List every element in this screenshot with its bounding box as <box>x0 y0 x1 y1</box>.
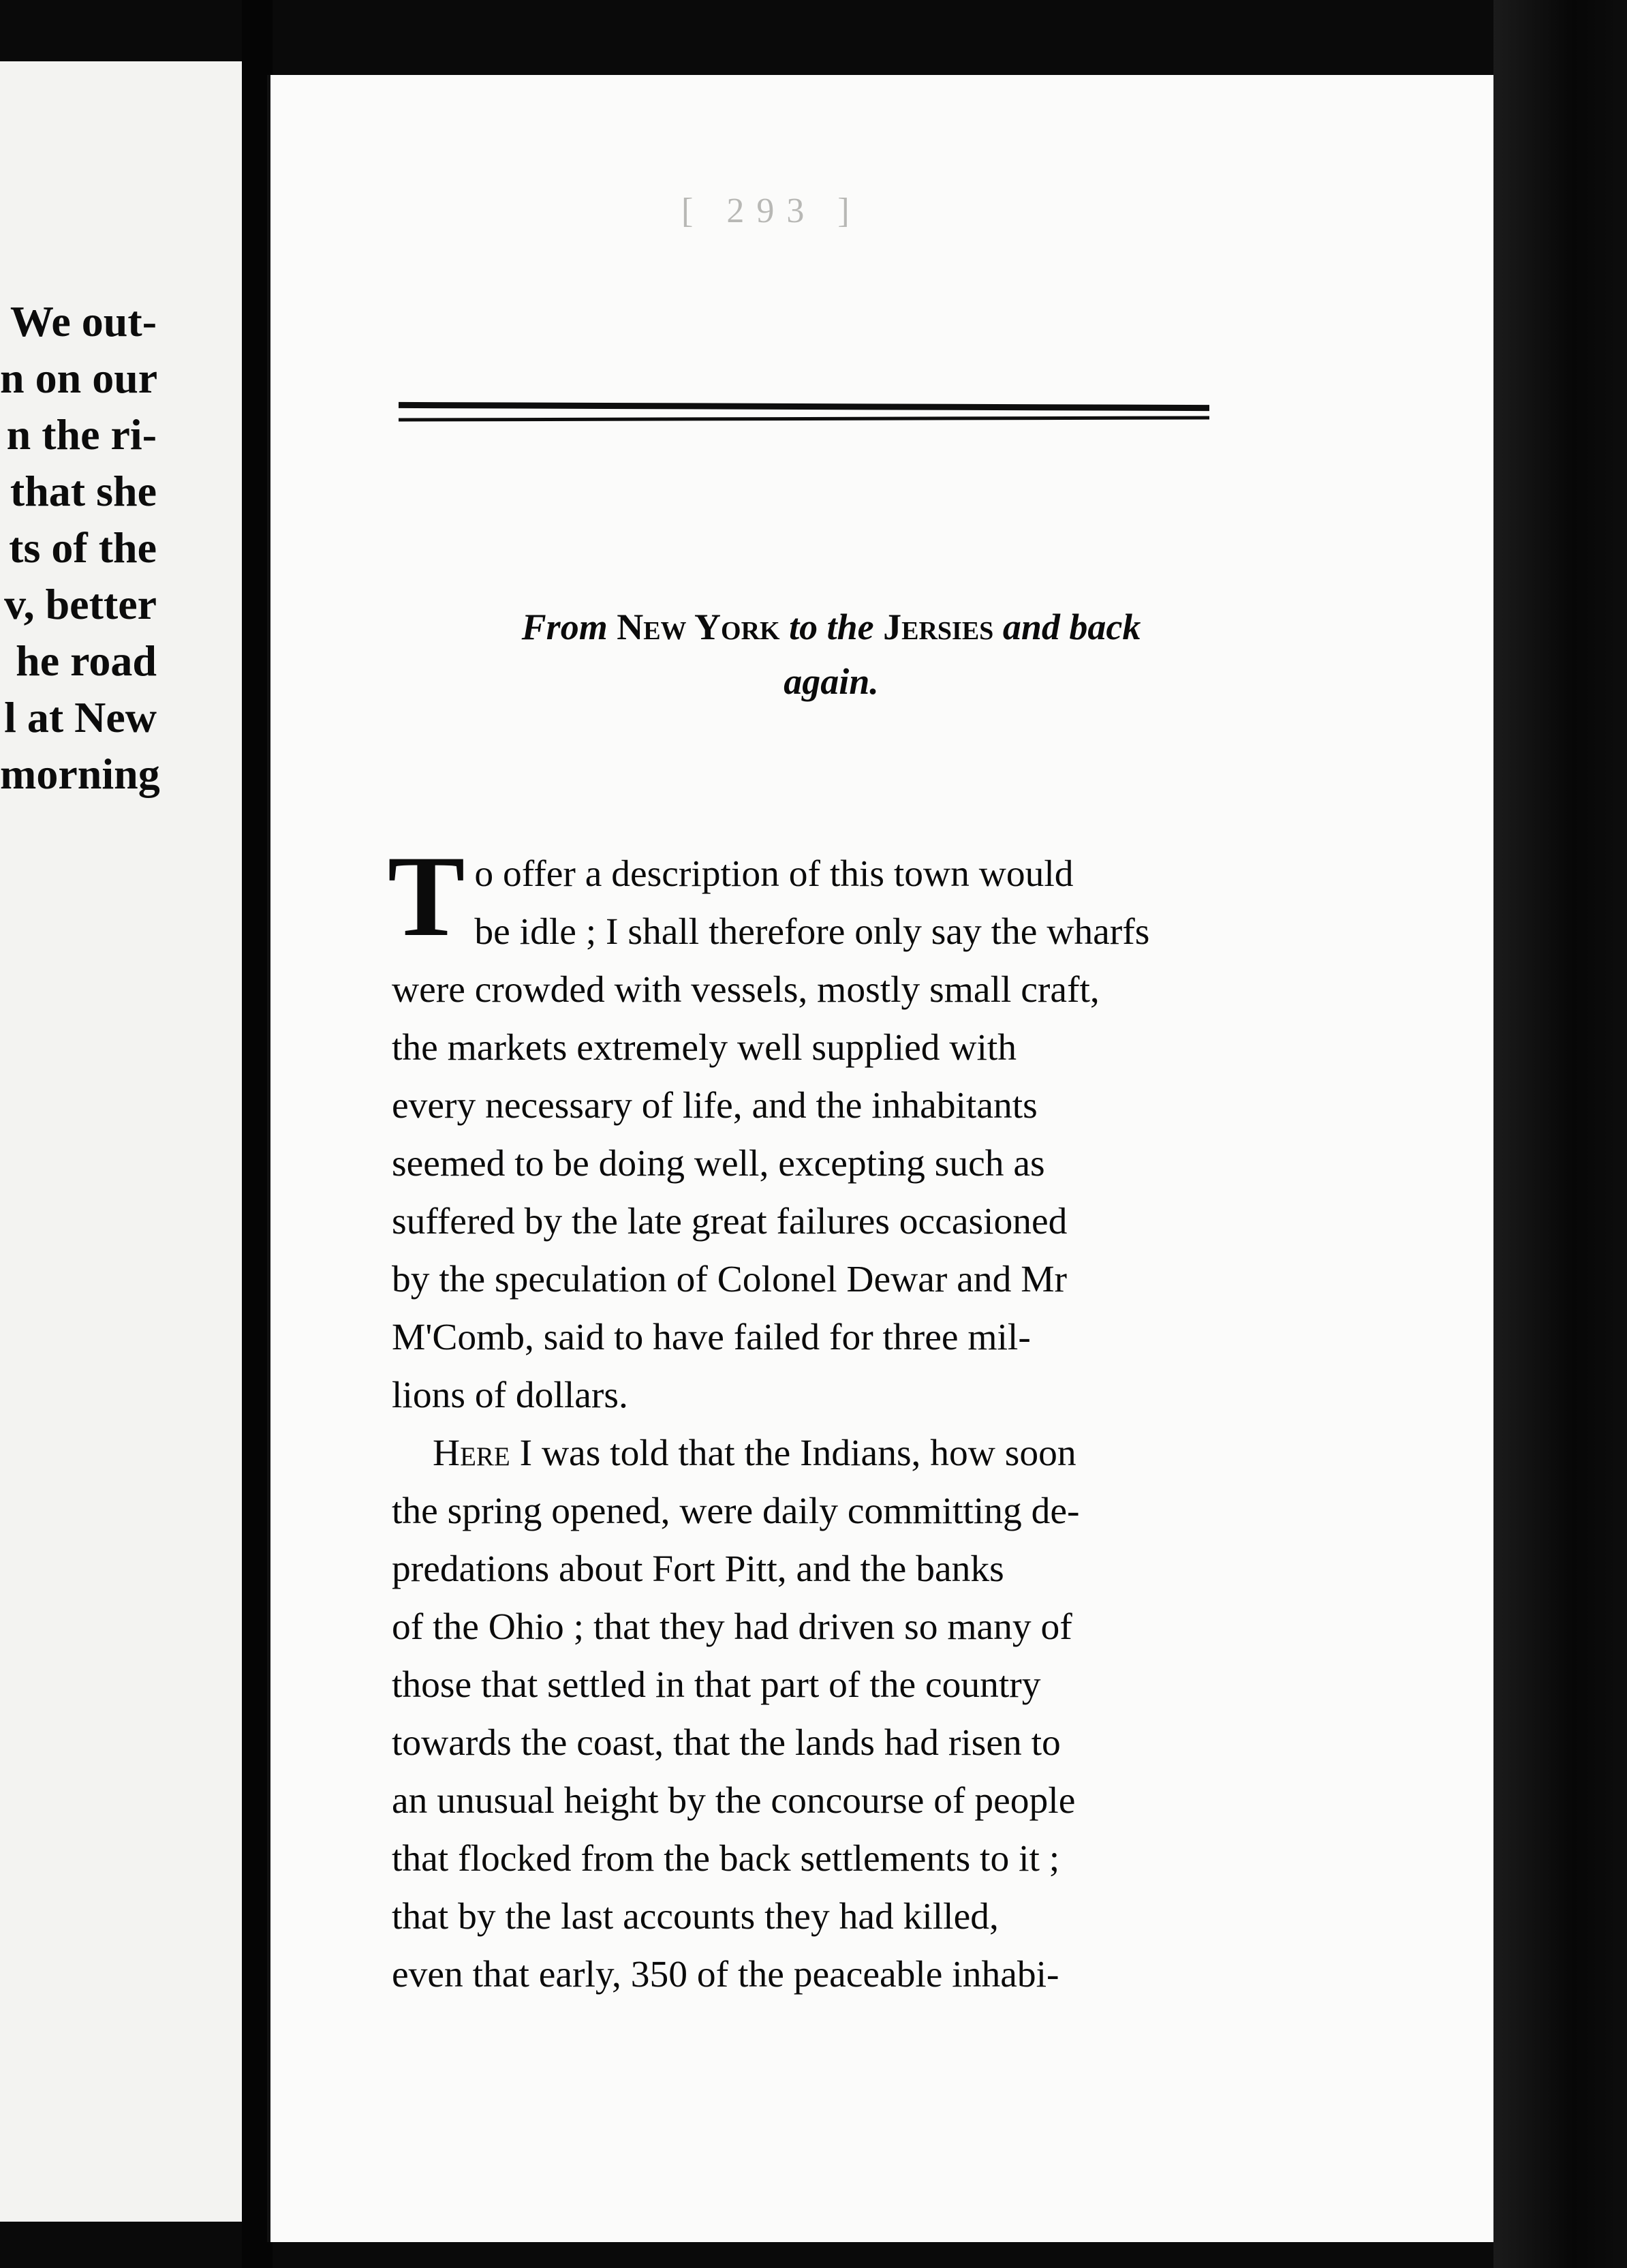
title-word: to the <box>789 607 874 647</box>
text-span: even that early, 350 of the peaceable inhabi- <box>392 1954 1059 1995</box>
text-span: by the speculation of Colonel Dewar and Mr <box>392 1259 1068 1300</box>
paragraph-2 <box>392 1424 1277 2004</box>
paragraph-1 <box>388 832 1277 1424</box>
text-line <box>392 1193 1277 1251</box>
title-place: Jersies <box>883 607 994 647</box>
text-span: M'Comb, said to have failed for three mil- <box>392 1317 1031 1358</box>
title-word: From <box>521 607 608 647</box>
text-line <box>392 1424 1277 1482</box>
left-line: n the ri- <box>6 410 157 459</box>
text-line <box>474 845 1277 903</box>
left-line: he road <box>16 637 157 685</box>
text-span: seemed to be doing well, excepting such as <box>392 1143 1045 1184</box>
title-place: New York <box>617 607 780 647</box>
text-span: be idle ; I shall therefore only say the wharfs <box>474 911 1150 953</box>
text-line <box>392 1772 1277 1830</box>
text-line <box>392 1482 1277 1540</box>
text-span: the spring opened, were daily committing de- <box>392 1490 1080 1532</box>
text-line <box>392 1135 1277 1193</box>
left-line: v, better <box>4 580 157 628</box>
drop-cap: T <box>388 832 465 960</box>
text-span: o offer a description of this town would <box>474 853 1074 895</box>
text-line <box>392 1308 1277 1366</box>
text-span: the markets extremely well supplied with <box>392 1027 1017 1069</box>
text-line <box>392 1251 1277 1308</box>
left-line: n on our <box>0 354 158 402</box>
text-span: lions of dollars. <box>392 1375 628 1416</box>
left-line: morning <box>0 750 160 798</box>
text-span: of the Ohio ; that they had driven so many of <box>392 1606 1072 1648</box>
text-span: predations about Fort Pitt, and the banks <box>392 1548 1004 1590</box>
page-number: [ 293 ] <box>681 191 862 230</box>
text-line <box>392 961 1277 1019</box>
text-span: towards the coast, that the lands had risen to <box>392 1722 1061 1764</box>
text-line <box>392 1019 1277 1077</box>
left-line: l at New <box>4 693 157 741</box>
left-line: ts of the <box>9 523 157 572</box>
text-span: an unusual height by the concourse of people <box>392 1780 1076 1822</box>
left-line: that she <box>10 467 157 515</box>
text-span: that flocked from the back settlements to it ; <box>392 1838 1060 1880</box>
text-line <box>392 1077 1277 1135</box>
text-line <box>392 1946 1277 2004</box>
body-text <box>388 832 1277 2004</box>
text-span: every necessary of life, and the inhabitants <box>392 1085 1038 1127</box>
text-span: I was told that the Indians, how soon <box>519 1432 1076 1474</box>
text-span: were crowded with vessels, mostly small craft, <box>392 969 1100 1011</box>
text-span: those that settled in that part of the country <box>392 1664 1041 1706</box>
left-facing-page <box>0 61 242 2222</box>
page-edge-shadow <box>1493 0 1627 2268</box>
text-line <box>392 1656 1277 1714</box>
left-line: We out- <box>10 297 157 346</box>
text-span <box>433 1424 1076 1482</box>
section-title <box>422 600 1240 709</box>
title-word: and back <box>1002 607 1141 647</box>
text-span: suffered by the late great failures occasioned <box>392 1201 1068 1242</box>
paragraph-lead: Here <box>433 1432 510 1474</box>
left-page-text <box>0 293 160 802</box>
text-line <box>474 903 1277 961</box>
text-line <box>392 1540 1277 1598</box>
text-line <box>392 1888 1277 1946</box>
text-line <box>392 1598 1277 1656</box>
text-line <box>392 1830 1277 1888</box>
text-span: that by the last accounts they had killed, <box>392 1896 999 1937</box>
title-word: again. <box>784 661 879 702</box>
text-line <box>392 1366 1277 1424</box>
text-line <box>392 1714 1277 1772</box>
